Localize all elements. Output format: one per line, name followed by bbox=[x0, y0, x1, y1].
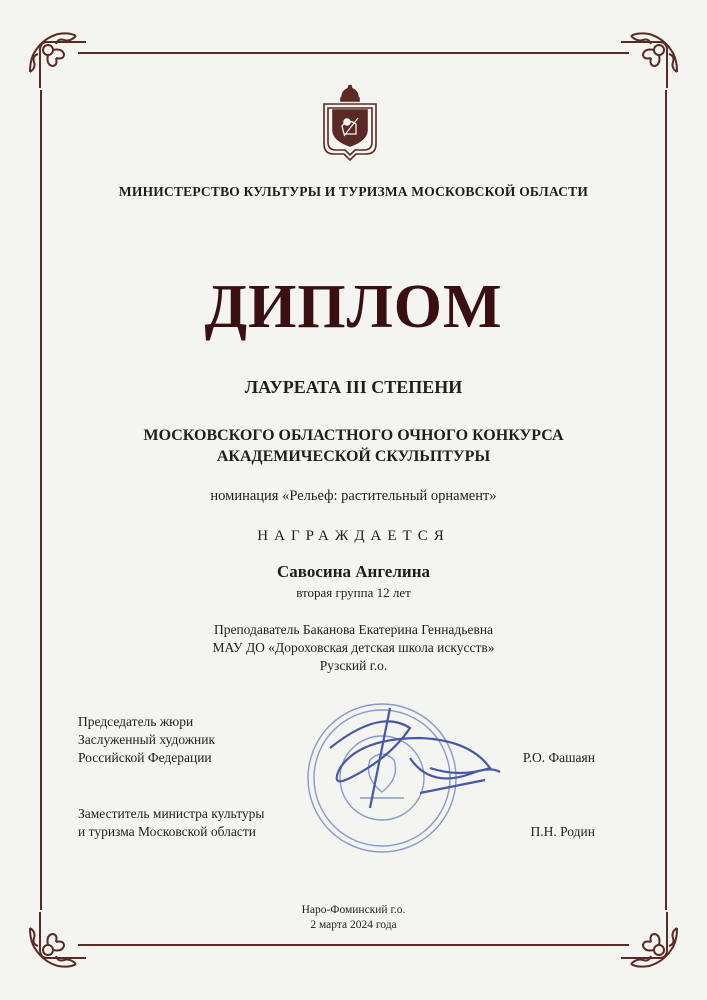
signatory-1-line1: Председатель жюри bbox=[78, 714, 194, 729]
coat-of-arms-icon bbox=[320, 84, 380, 164]
issue-place: Наро-Фоминский г.о. bbox=[301, 904, 406, 916]
winner-name: Савосина Ангелина bbox=[277, 562, 430, 581]
signatory-1-line3: Российской Федерации bbox=[78, 750, 212, 765]
signatory-2-line2: и туризма Московской области bbox=[78, 824, 257, 839]
ministry-heading: МИНИСТЕРСТВО КУЛЬТУРЫ И ТУРИЗМА МОСКОВСКОЙ ОБЛАСТИ bbox=[118, 184, 589, 199]
contest-name-line1: МОСКОВСКОГО ОБЛАСТНОГО ОЧНОГО КОНКУРСА bbox=[143, 427, 564, 444]
school-line: МАУ ДО «Дороховская детская школа искусств» bbox=[212, 640, 495, 655]
issue-date: 2 марта 2024 года bbox=[310, 919, 397, 931]
signatory-1-name: Р.О. Фашаян bbox=[522, 750, 595, 765]
frame-left-border bbox=[40, 90, 42, 910]
contest-name bbox=[60, 425, 647, 467]
frame-right-border bbox=[665, 90, 667, 910]
teacher-line: Преподаватель Баканова Екатерина Геннадьевна bbox=[213, 622, 494, 637]
signatory-2-title bbox=[78, 805, 265, 841]
age-group: вторая группа 12 лет bbox=[296, 585, 411, 600]
teacher-info bbox=[60, 621, 647, 675]
issue-place-date bbox=[60, 903, 647, 933]
signatory-1-line2: Заслуженный художник bbox=[78, 732, 216, 747]
laureate-degree: ЛАУРЕАТА III СТЕПЕНИ bbox=[244, 377, 463, 397]
district-line: Рузский г.о. bbox=[319, 658, 388, 673]
awarded-label: НАГРАЖДАЕТСЯ bbox=[257, 528, 450, 544]
contest-name-line2: АКАДЕМИЧЕСКОЙ СКУЛЬПТУРЫ bbox=[216, 448, 491, 465]
corner-ornament-icon bbox=[619, 28, 681, 90]
diploma-title: ДИПЛОМ bbox=[204, 273, 503, 341]
frame-bottom-border bbox=[78, 944, 629, 946]
nomination: номинация «Рельеф: растительный орнамент» bbox=[210, 488, 497, 504]
signatory-2-line1: Заместитель министра культуры bbox=[78, 806, 265, 821]
corner-ornament-icon bbox=[26, 28, 88, 90]
signatory-1-title bbox=[78, 713, 215, 767]
frame-top-border bbox=[78, 52, 629, 54]
official-seal-icon bbox=[270, 688, 510, 868]
signatory-2-name: П.Н. Родин bbox=[530, 824, 595, 839]
